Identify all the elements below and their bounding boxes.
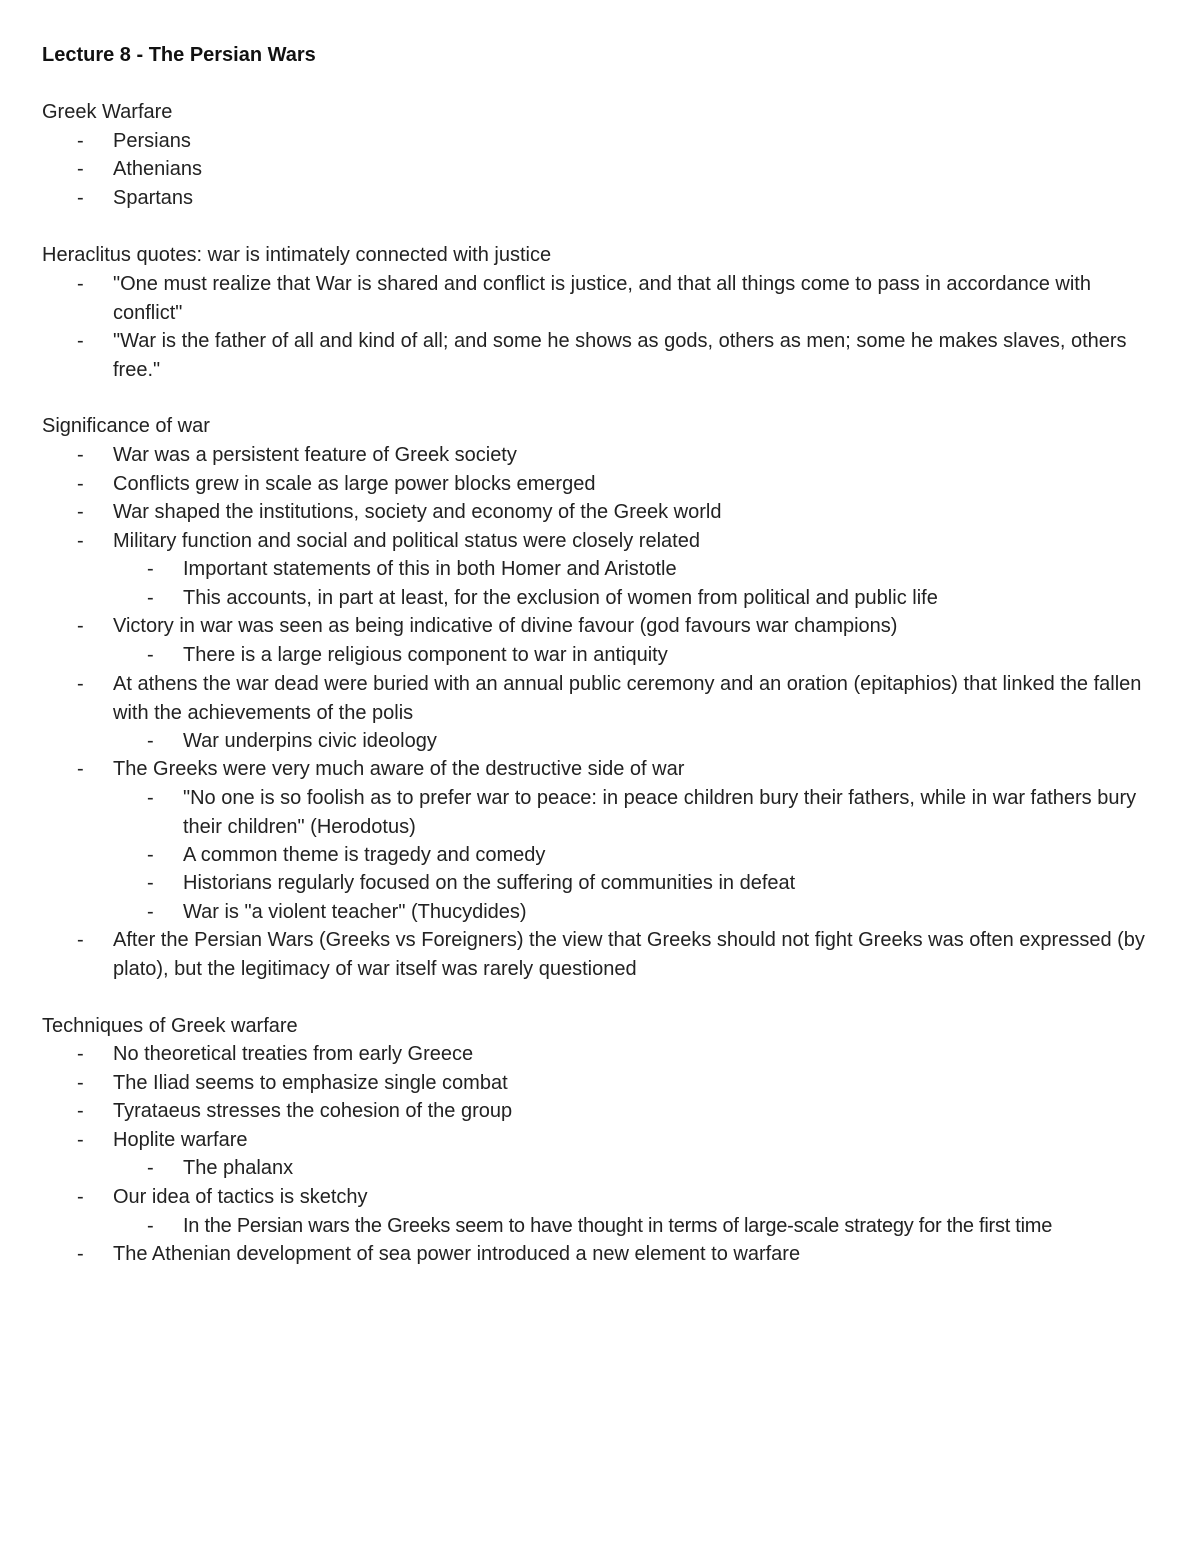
- sub-list-item: - "No one is so foolish as to prefer war to peace: in peace children bury their fathers, while in war fathers bury their children" (Herodotus): [183, 784, 1160, 841]
- bullet-dash: -: [147, 872, 154, 894]
- sub-list-item: - In the Persian wars the Greeks seem to have thought in terms of large-scale strategy for the first time: [183, 1212, 1173, 1241]
- bullet-dash: -: [77, 130, 84, 152]
- bullet-dash: -: [77, 929, 84, 951]
- sub-list-item: - This accounts, in part at least, for the exclusion of women from political and public life: [183, 584, 1160, 613]
- bullet-dash: -: [77, 758, 84, 780]
- list-item: - No theoretical treaties from early Greece: [113, 1040, 1160, 1069]
- sub-list-item: - A common theme is tragedy and comedy: [183, 841, 1160, 870]
- list-item: - "War is the father of all and kind of all; and some he shows as gods, others as men; some he makes slaves, others free.": [113, 327, 1160, 384]
- list-item: - "One must realize that War is shared and conflict is justice, and that all things come to pass in accordance with conflict": [113, 270, 1160, 327]
- list-item: - Spartans: [113, 184, 1160, 213]
- bullet-dash: -: [77, 615, 84, 637]
- bullet-dash: -: [147, 1157, 154, 1179]
- bullet-dash: -: [77, 1043, 84, 1065]
- list-item: - Military function and social and political status were closely related: [113, 527, 1160, 556]
- list-item: - After the Persian Wars (Greeks vs Foreigners) the view that Greeks should not fight Greeks was often expressed (by plato), but the legitimacy of war itself was rarely questioned: [113, 926, 1160, 983]
- bullet-dash: -: [77, 273, 84, 295]
- bullet-dash: -: [147, 644, 154, 666]
- sub-list-item: - War underpins civic ideology: [183, 727, 1160, 756]
- bullet-dash: -: [77, 473, 84, 495]
- bullet-dash: -: [147, 587, 154, 609]
- list-item: - Victory in war was seen as being indicative of divine favour (god favours war champions): [113, 612, 1160, 641]
- bullet-dash: -: [77, 1243, 84, 1265]
- bullet-dash: -: [147, 787, 154, 809]
- section-heading-greek-warfare: Greek Warfare: [42, 101, 173, 123]
- bullet-dash: -: [77, 158, 84, 180]
- bullet-dash: -: [77, 1129, 84, 1151]
- list-item: - War shaped the institutions, society and economy of the Greek world: [113, 498, 1160, 527]
- bullet-dash: -: [77, 444, 84, 466]
- list-item: - Persians: [113, 127, 1160, 156]
- bullet-dash: -: [77, 187, 84, 209]
- sub-list-item: - Important statements of this in both Homer and Aristotle: [183, 555, 1160, 584]
- list-item: - Tyrataeus stresses the cohesion of the group: [113, 1097, 1160, 1126]
- section-heading-techniques: Techniques of Greek warfare: [42, 1015, 298, 1037]
- list-item: - The Greeks were very much aware of the destructive side of war: [113, 755, 1160, 784]
- bullet-dash: -: [77, 501, 84, 523]
- bullet-dash: -: [77, 673, 84, 695]
- sub-list-item: - There is a large religious component to war in antiquity: [183, 641, 1160, 670]
- bullet-dash: -: [147, 1215, 154, 1237]
- bullet-dash: -: [147, 730, 154, 752]
- list-item: - Our idea of tactics is sketchy: [113, 1183, 1160, 1212]
- bullet-dash: -: [77, 330, 84, 352]
- bullet-dash: -: [77, 530, 84, 552]
- page-title: Lecture 8 - The Persian Wars: [42, 44, 316, 66]
- list-item: - Hoplite warfare: [113, 1126, 1160, 1155]
- list-item: - The Iliad seems to emphasize single combat: [113, 1069, 1160, 1098]
- bullet-dash: -: [77, 1072, 84, 1094]
- list-item: - Athenians: [113, 155, 1160, 184]
- list-item: - War was a persistent feature of Greek society: [113, 441, 1160, 470]
- section-heading-significance: Significance of war: [42, 415, 210, 437]
- bullet-dash: -: [147, 901, 154, 923]
- bullet-dash: -: [147, 844, 154, 866]
- list-item: - The Athenian development of sea power introduced a new element to warfare: [113, 1240, 1160, 1269]
- sub-list-item: - Historians regularly focused on the suffering of communities in defeat: [183, 869, 1160, 898]
- sub-list-item: - The phalanx: [183, 1154, 1160, 1183]
- bullet-dash: -: [147, 558, 154, 580]
- bullet-dash: -: [77, 1100, 84, 1122]
- sub-list-item: - War is "a violent teacher" (Thucydides): [183, 898, 1160, 927]
- list-item: - At athens the war dead were buried with an annual public ceremony and an oration (epitaphios) that linked the fallen with the achievements of the polis: [113, 670, 1160, 727]
- section-heading-heraclitus: Heraclitus quotes: war is intimately connected with justice: [42, 244, 552, 266]
- list-item: - Conflicts grew in scale as large power blocks emerged: [113, 470, 1160, 499]
- bullet-dash: -: [77, 1186, 84, 1208]
